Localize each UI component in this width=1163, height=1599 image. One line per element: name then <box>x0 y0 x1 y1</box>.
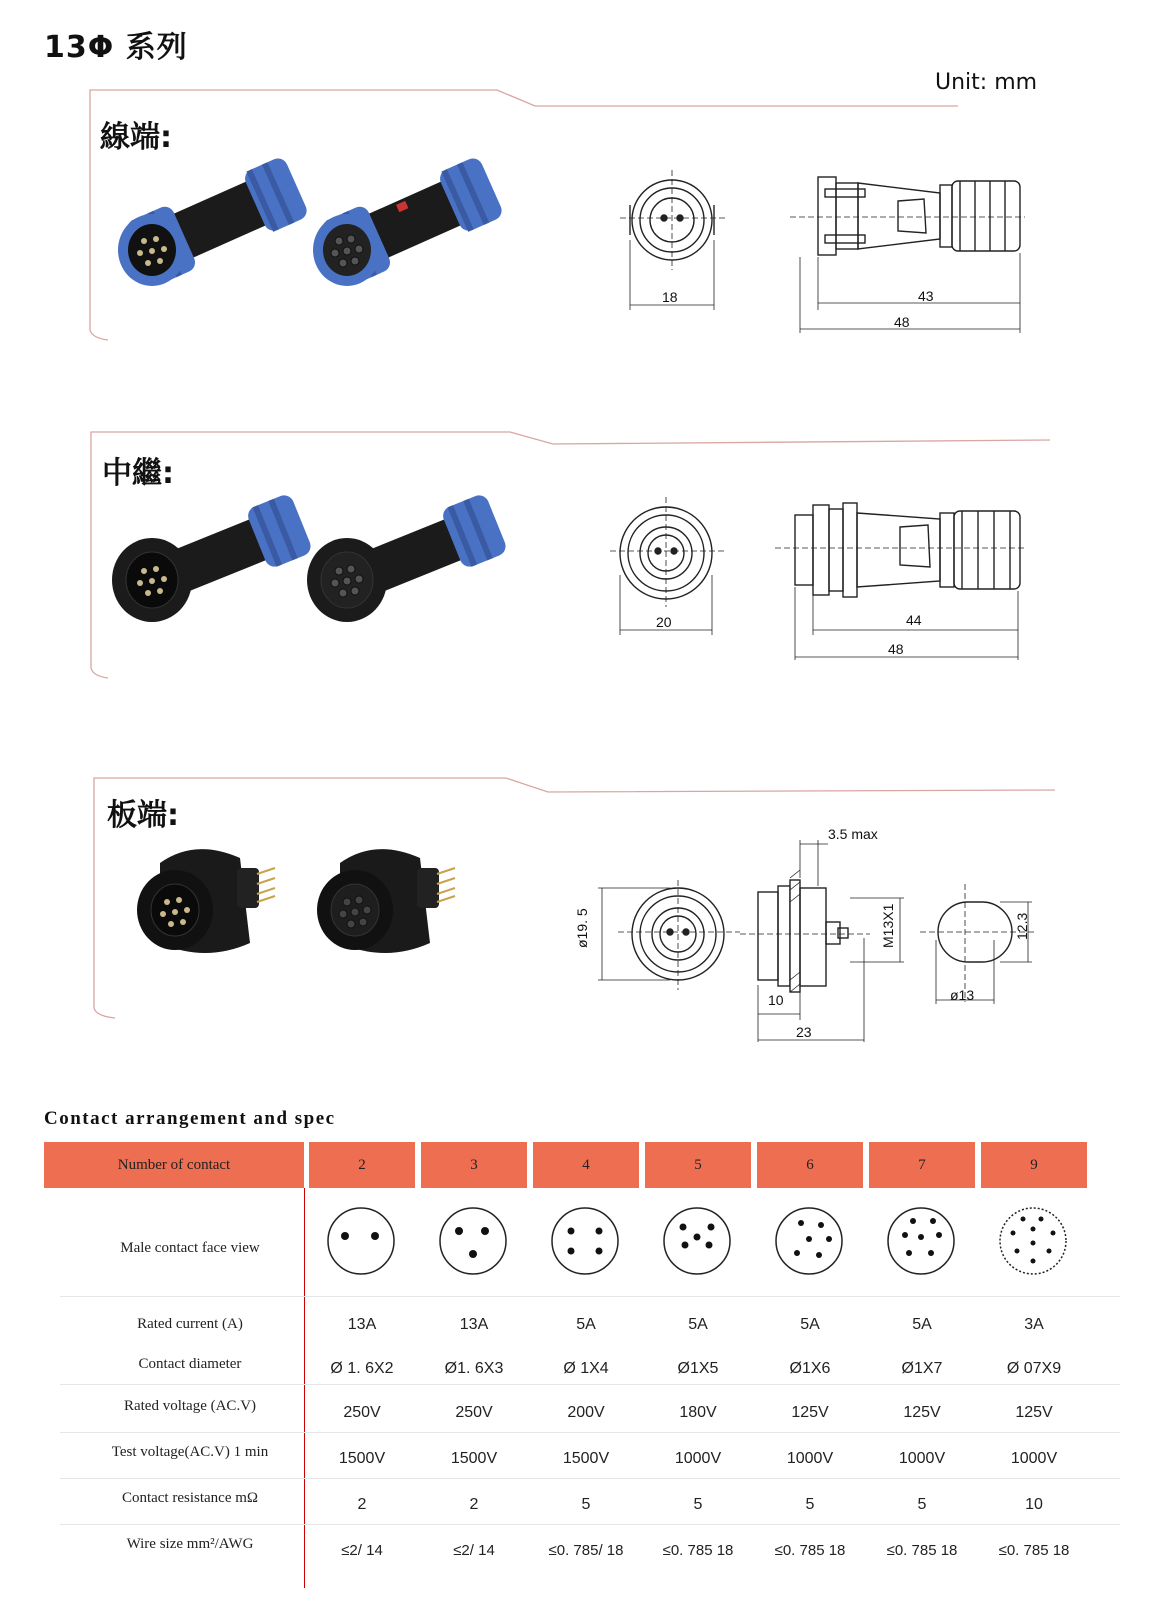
cell-rated-voltage-4: 200V <box>567 1404 605 1421</box>
row-separator <box>60 1296 1120 1297</box>
dim-diameter-18: 18 <box>662 289 678 305</box>
cell-contact-resistance-5: 5 <box>693 1496 703 1513</box>
cell-contact-resistance-3: 2 <box>469 1496 479 1513</box>
cell-test-voltage-6: 1000V <box>786 1450 834 1467</box>
dim-diameter-20: 20 <box>656 614 672 630</box>
dim-cutout-13: ø13 <box>950 987 975 1003</box>
cell-contact-resistance-4: 5 <box>581 1496 591 1513</box>
row-label-contact-diameter: Contact diameter <box>138 1356 242 1372</box>
cell-wire-size-9: ≤0. 785 18 <box>998 1542 1070 1559</box>
unit-label: Unit: mm <box>935 70 1038 95</box>
dim-length-48-b: 48 <box>888 641 904 657</box>
row-separator <box>60 1432 1120 1433</box>
in-line-connector-drawing <box>600 495 1060 680</box>
cable-connector-drawing <box>600 165 1060 350</box>
cell-rated-voltage-5: 180V <box>679 1404 717 1421</box>
cell-test-voltage-4: 1500V <box>562 1450 610 1467</box>
cell-rated-voltage-6: 125V <box>791 1404 829 1421</box>
cell-rated-current-3: 13A <box>459 1316 489 1333</box>
cell-rated-voltage-3: 250V <box>455 1404 493 1421</box>
section-label-cable-end: 線端: <box>100 120 172 155</box>
cell-test-voltage-3: 1500V <box>450 1450 498 1467</box>
cell-test-voltage-9: 1000V <box>1010 1450 1058 1467</box>
row-label-test-voltage: Test voltage(AC.V) 1 min <box>111 1444 269 1460</box>
cell-wire-size-2: ≤2/ 14 <box>341 1542 383 1559</box>
cell-rated-current-9: 3A <box>1024 1316 1044 1333</box>
cell-contact-diameter-7: Ø1X7 <box>901 1360 943 1377</box>
cell-rated-current-4: 5A <box>576 1316 596 1333</box>
row-separator <box>60 1384 1120 1385</box>
cell-contact-diameter-9: Ø 07X9 <box>1006 1360 1062 1377</box>
dim-length-43: 43 <box>918 288 934 304</box>
dim-length-23: 23 <box>796 1024 812 1040</box>
header-col-4: 4 <box>533 1142 639 1188</box>
dim-length-10: 10 <box>768 992 784 1008</box>
header-col-5: 5 <box>645 1142 751 1188</box>
cell-contact-diameter-2: Ø 1. 6X2 <box>330 1360 394 1377</box>
cell-wire-size-5: ≤0. 785 18 <box>662 1542 734 1559</box>
cell-test-voltage-5: 1000V <box>674 1450 722 1467</box>
dim-thread-m13x1: M13X1 <box>880 903 896 948</box>
cell-rated-current-5: 5A <box>688 1316 708 1333</box>
in-line-connector-photo <box>105 495 515 625</box>
cell-contact-resistance-6: 5 <box>805 1496 815 1513</box>
cell-wire-size-4: ≤0. 785/ 18 <box>548 1542 624 1559</box>
dim-length-48: 48 <box>894 314 910 330</box>
row-label-rated-voltage: Rated voltage (AC.V) <box>123 1398 257 1414</box>
panel-connector-drawing <box>570 830 1050 1055</box>
cell-test-voltage-7: 1000V <box>898 1450 946 1467</box>
dim-diameter-19-5: ø19. 5 <box>574 908 590 948</box>
row-label-wire-size: Wire size mm²/AWG <box>126 1536 254 1552</box>
row-separator <box>60 1524 1120 1525</box>
cell-wire-size-3: ≤2/ 14 <box>453 1542 495 1559</box>
row-label-contact-resistance: Contact resistance mΩ <box>121 1490 259 1506</box>
cell-contact-diameter-4: Ø 1X4 <box>563 1360 609 1377</box>
dim-3-5-max: 3.5 max <box>828 826 878 842</box>
cell-wire-size-7: ≤0. 785 18 <box>886 1542 958 1559</box>
cell-rated-current-2: 13A <box>347 1316 377 1333</box>
row-label-rated-current: Rated current (A) <box>137 1316 243 1332</box>
cell-contact-resistance-2: 2 <box>357 1496 367 1513</box>
dim-length-44: 44 <box>906 612 922 628</box>
header-number-of-contact: Number of contact <box>44 1142 304 1188</box>
cell-contact-diameter-5: Ø1X5 <box>677 1360 719 1377</box>
cell-test-voltage-2: 1500V <box>338 1450 386 1467</box>
contact-face-diagrams <box>309 1205 1099 1280</box>
cell-rated-voltage-7: 125V <box>903 1404 941 1421</box>
header-col-6: 6 <box>757 1142 863 1188</box>
header-col-7: 7 <box>869 1142 975 1188</box>
cell-contact-resistance-9: 10 <box>1025 1496 1043 1513</box>
spec-heading: Contact arrangement and spec <box>44 1108 336 1129</box>
section-label-in-line: 中繼: <box>102 456 174 491</box>
cell-rated-current-6: 5A <box>800 1316 820 1333</box>
cable-connector-photo <box>105 155 515 295</box>
cell-rated-voltage-2: 250V <box>343 1404 381 1421</box>
cell-rated-voltage-9: 125V <box>1015 1404 1053 1421</box>
header-col-2: 2 <box>309 1142 415 1188</box>
header-col-3: 3 <box>421 1142 527 1188</box>
cell-contact-diameter-6: Ø1X6 <box>789 1360 831 1377</box>
section-label-panel-end: 板端: <box>107 798 179 833</box>
cell-contact-resistance-7: 5 <box>917 1496 927 1513</box>
row-separator <box>60 1478 1120 1479</box>
header-col-9: 9 <box>981 1142 1087 1188</box>
cell-contact-diameter-3: Ø1. 6X3 <box>444 1360 504 1377</box>
page-title: 13Φ 系列 <box>44 30 188 65</box>
face-view-label: Male contact face view <box>120 1240 260 1256</box>
panel-connector-photo <box>125 838 465 968</box>
dim-cutout-12-3: 12.3 <box>1014 912 1030 940</box>
cell-wire-size-6: ≤0. 785 18 <box>774 1542 846 1559</box>
cell-rated-current-7: 5A <box>912 1316 932 1333</box>
